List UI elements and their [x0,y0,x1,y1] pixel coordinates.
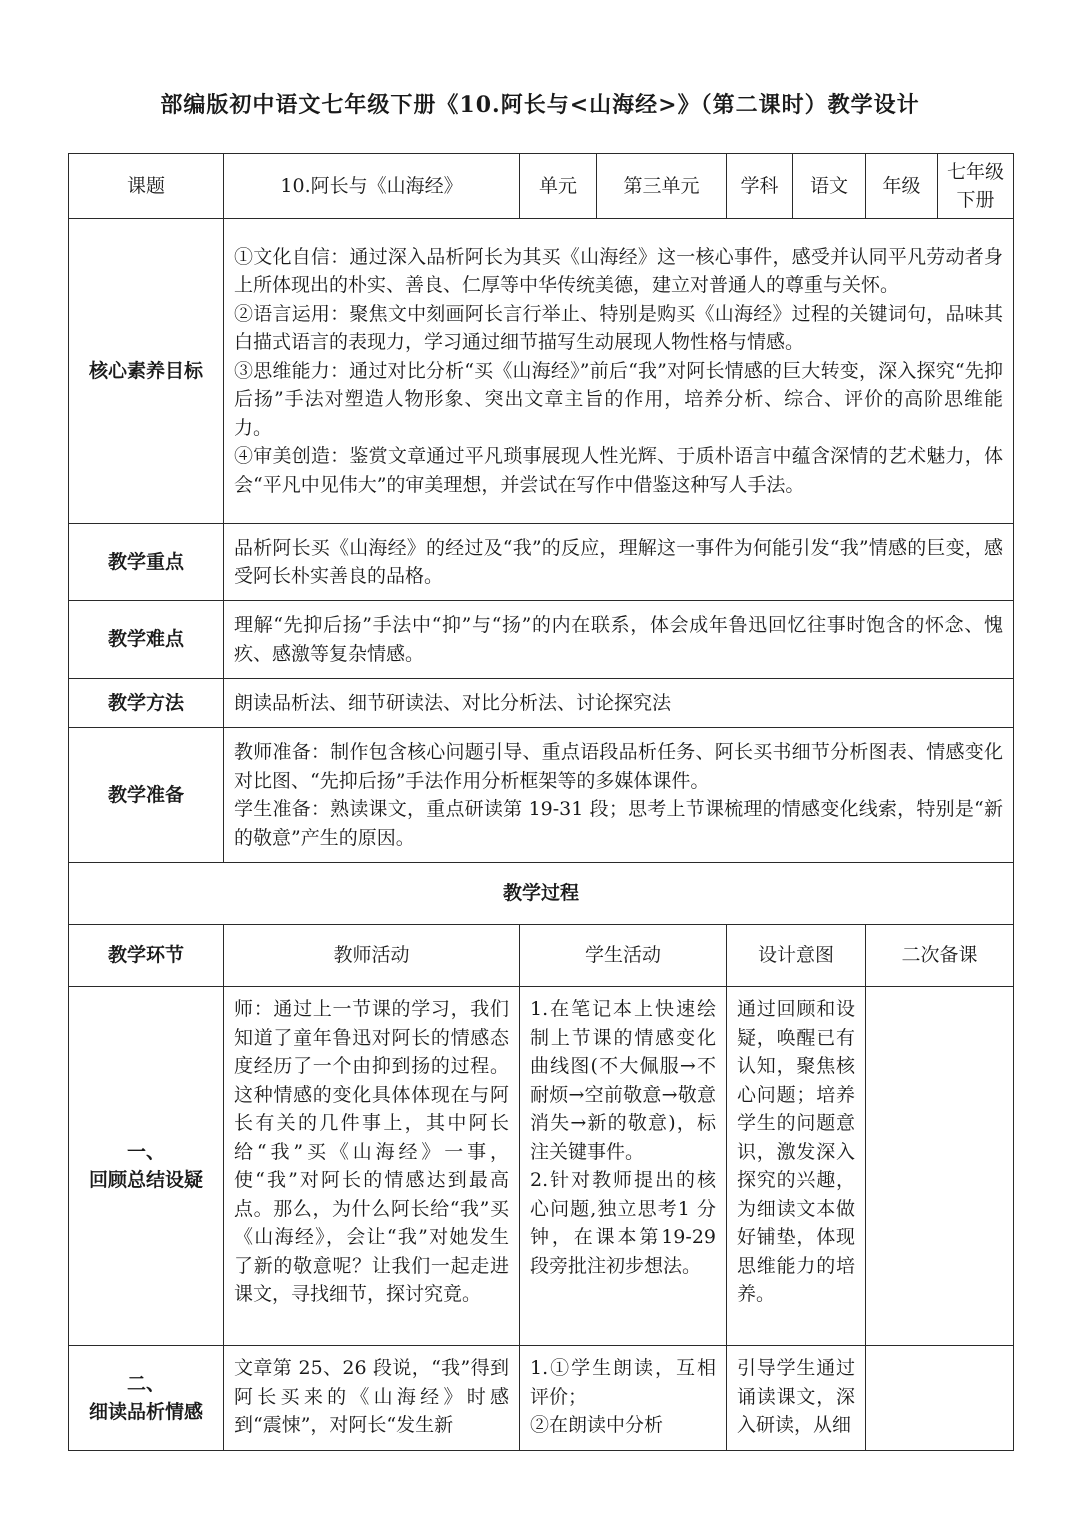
teacher-activity: 文章第 25、26 段说，“我”得到阿长买来的《山海经》时感到“震悚”，对阿长“发生新 [224,1346,520,1451]
goal-language: ②语言运用：聚焦文中刻画阿长言行举止、特别是购买《山海经》过程的关键词句，品味其白描式语言的表现力，学习通过细节描写生动展现人物性格与情感。 [234,302,1003,354]
unit-label: 单元 [520,154,597,219]
goals-content [224,219,1014,524]
goal-thinking: ③思维能力：通过对比分析“买《山海经》”前后“我”对阿长情感的巨大转变，深入探究“先抑后扬”手法对塑造人物形象、突出文章主旨的作用，培养分析、综合、评价的高阶思维能力。 [234,359,1003,439]
methods-row [69,679,1014,728]
process-row [69,1346,1014,1451]
header-teacher-activity: 教师活动 [224,925,520,987]
key-points-text: 品析阿长买《山海经》的经过及“我”的反应，理解这一事件为何能引发“我”情感的巨变，感受阿长朴实善良的品格。 [224,524,1014,601]
subject-value: 语文 [793,154,866,219]
stage-number: 一、 [126,1140,165,1163]
subject-label: 学科 [727,154,793,219]
header-student-activity: 学生活动 [520,925,727,987]
student-activity [520,987,727,1346]
header-second-prep: 二次备课 [866,925,1014,987]
preparation-content [224,728,1014,863]
process-title: 教学过程 [69,863,1014,925]
second-prep [866,1346,1014,1451]
process-title-row [69,863,1014,925]
student-activity-step: 1.在笔记本上快速绘制上节课的情感变化曲线图(不大佩服→不耐烦→空前敬意→敬意消失→新的敬意)，标注关键事件。 [530,998,716,1163]
goals-row [69,219,1014,524]
stage-label [69,987,224,1346]
preparation-row [69,728,1014,863]
goals-label: 核心素养目标 [69,219,224,524]
grade-label: 年级 [866,154,938,219]
goal-culture: ①文化自信：通过深入品析阿长为其买《山海经》这一核心事件，感受并认同平凡劳动者身上所体现出的朴实、善良、仁厚等中华传统美德，建立对普通人的尊重与关怀。 [234,245,1003,297]
second-prep [866,987,1014,1346]
difficulties-row [69,601,1014,679]
stage-label [69,1346,224,1451]
difficulties-text: 理解“先抑后扬”手法中“抑”与“扬”的内在联系，体会成年鲁迅回忆往事时饱含的怀念、愧疚、感激等复杂情感。 [224,601,1014,679]
difficulties-label: 教学难点 [69,601,224,679]
page-title: 部编版初中语文七年级下册《10.阿长与<山海经>》（第二课时）教学设计 [160,92,920,118]
grade-value: 七年级下册 [938,154,1014,219]
header-stage: 教学环节 [69,925,224,987]
preparation-label: 教学准备 [69,728,224,863]
student-preparation: 学生准备：熟读课文，重点研读第 19-31 段；思考上节课梳理的情感变化线索，特别是“新的敬意”产生的原因。 [234,798,1003,849]
stage-name: 细读品析情感 [88,1401,203,1423]
teacher-activity: 师：通过上一节课的学习，我们知道了童年鲁迅对阿长的情感态度经历了一个由抑到扬的过程。这种情感的变化具体体现在与阿长有关的几件事上，其中阿长给“我”买《山海经》一事，使“我”对阿长的情感达到最高点。那么，为什么阿长给“我”买《山海经》，会让“我”对她发生了新的敬意呢？让我们一起走进课文，寻找细节，探讨究竟。 [224,987,520,1346]
key-points-row [69,524,1014,601]
goal-aesthetic: ④审美创造：鉴赏文章通过平凡琐事展现人性光辉、于质朴语言中蕴含深情的艺术魅力，体会“平凡中见伟大”的审美理想，并尝试在写作中借鉴这种写人手法。 [234,445,1003,496]
student-activity-step: ②在朗读中分析 [530,1414,664,1436]
stage-number: 二、 [126,1372,165,1395]
stage-name: 回顾总结设疑 [88,1169,203,1191]
student-activity [520,1346,727,1451]
key-points-label: 教学重点 [69,524,224,601]
methods-label: 教学方法 [69,679,224,728]
methods-text: 朗读品析法、细节研读法、对比分析法、讨论探究法 [224,679,1014,728]
topic-value: 10.阿长与《山海经》 [224,154,520,219]
student-activity-step: 2.针对教师提出的核心问题,独立思考1 分钟，在课本第19-29 段旁批注初步想法。 [530,1169,716,1277]
header-design-intent: 设计意图 [727,925,866,987]
lesson-plan-table [68,153,1014,1451]
info-row [69,154,1014,219]
teacher-preparation: 教师准备：制作包含核心问题引导、重点语段品析任务、阿长买书细节分析图表、情感变化对比图、“先抑后扬”手法作用分析框架等的多媒体课件。 [234,741,1003,792]
design-intent: 引导学生通过诵读课文，深入研读，从细 [727,1346,866,1451]
topic-label: 课题 [69,154,224,219]
design-intent: 通过回顾和设疑，唤醒已有认知，聚焦核心问题；培养学生的问题意识，激发深入探究的兴趣，为细读文本做好铺垫，体现思维能力的培养。 [727,987,866,1346]
unit-value: 第三单元 [597,154,727,219]
process-row [69,987,1014,1346]
student-activity-step: 1.①学生朗读，互相评价； [530,1357,716,1408]
process-header-row [69,925,1014,987]
